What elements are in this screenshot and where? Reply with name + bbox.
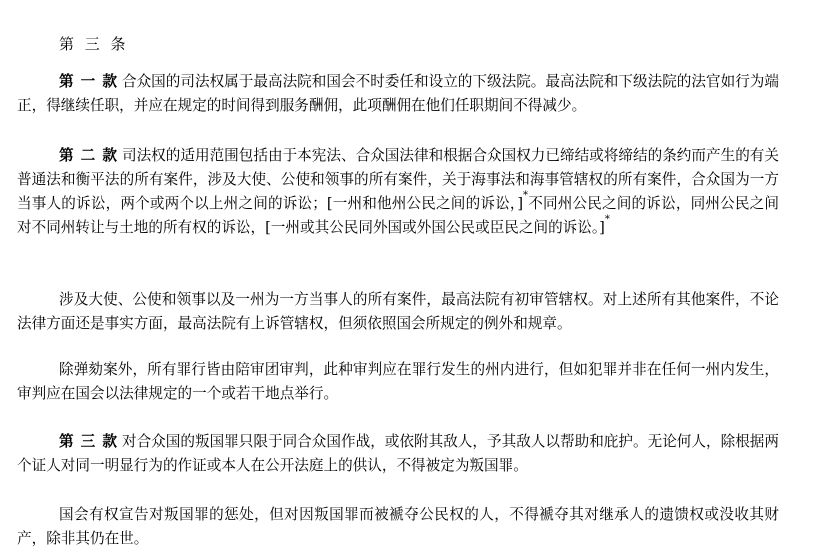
section-3-label: 第 三 款 [59,433,118,450]
footnote-marker: * [523,190,529,201]
treason-punishment-paragraph [17,503,779,551]
section-3-paragraph [17,430,779,478]
section-1-paragraph [17,70,779,118]
section-1-text: 合众国的司法权属于最高法院和国会不时委任和设立的下级法院。最高法院和下级法院的法官如行为端正，得继续任职，并应在规定的时间得到服务酬佣，此项酬佣在他们任职期间不得减少。 [17,73,779,114]
article-title: 第 三 条 [59,35,129,53]
jury-trial-paragraph [17,358,779,406]
section-3-text: 对合众国的叛国罪只限于同合众国作战，或依附其敌人，予其敌人以帮助和庇护。无论何人，除根据两个证人对同一明显行为的作证或本人在公开法庭上的供认，不得被定为叛国罪。 [17,433,779,474]
paragraph-text: 涉及大使、公使和领事以及一州为一方当事人的所有案件，最高法院有初审管辖权。对上述所有其他案件，不论法律方面还是事实方面，最高法院有上诉管辖权，但须依照国会所规定的例外和规章。 [17,291,779,332]
section-2-text-part-b: 不同州公民之间的诉讼，同州公民之间对不同州转让与土地的所有权的诉讼，[一州或其公民同外国或外国公民或臣民之间的诉讼。] [17,195,779,236]
section-2-label: 第 二 款 [59,147,118,164]
paragraph-text: 国会有权宣告对叛国罪的惩处，但对因叛国罪而被褫夺公民权的人，不得褫夺其对继承人的遗馈权或没收其财产，除非其仍在世。 [17,506,779,547]
original-jurisdiction-paragraph [17,288,779,336]
section-2-paragraph [17,144,779,240]
section-2-text-part-a: 司法权的适用范围包括由于本宪法、合众国法律和根据合众国权力已缔结或将缔结的条约而产生的有关普通法和衡平法的所有案件，涉及大使、公使和领事的所有案件，关于海事法和海事管辖权的所有案件，合众国为一方当事人的诉讼，两个或两个以上州之间的诉讼；[一州和他州公民之间的诉讼，] [17,147,779,212]
paragraph-text: 除弹劾案外，所有罪行皆由陪审团审判，此种审判应在罪行发生的州内进行，但如犯罪并非在任何一州内发生，审判应在国会以法律规定的一个或若干地点举行。 [17,361,779,402]
footnote-marker: * [604,214,610,225]
section-1-label: 第 一 款 [59,73,118,90]
